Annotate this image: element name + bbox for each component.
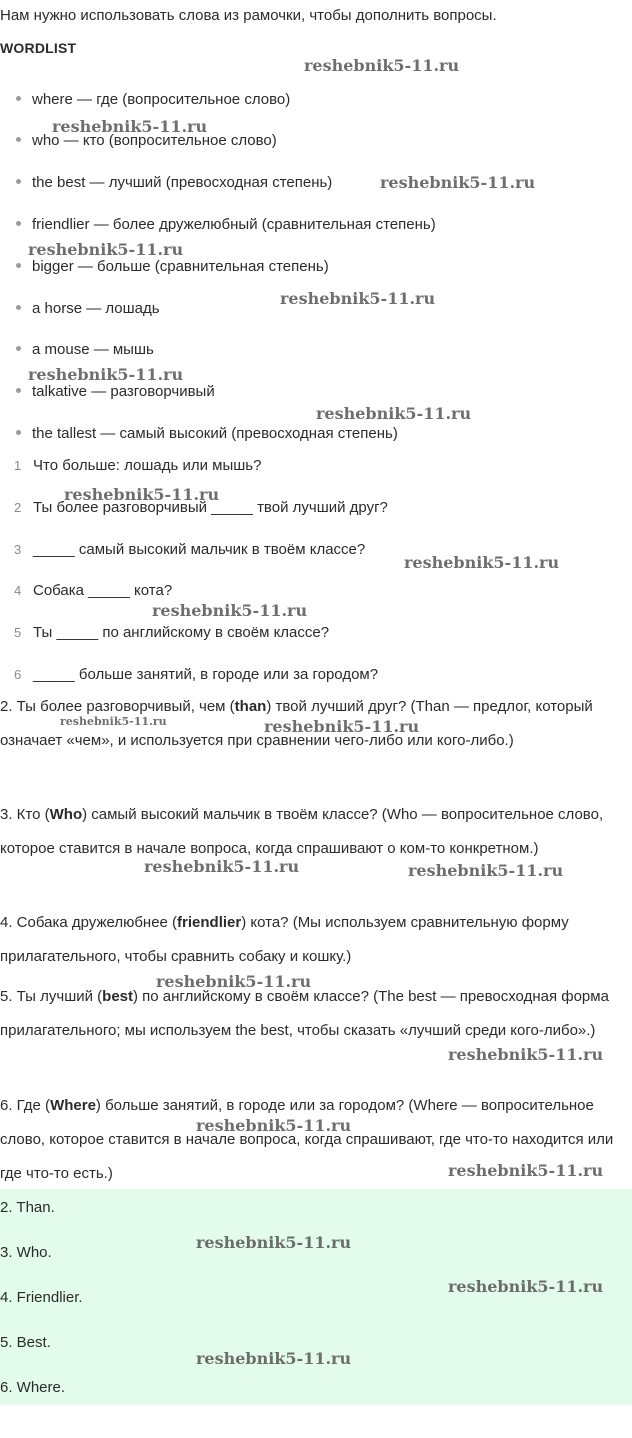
answer-word: friendlier: [177, 914, 242, 931]
question-number: 2: [14, 500, 22, 515]
question-item: 5 Ты _____ по английскому в своём классе?: [14, 624, 330, 641]
watermark: reshebnik5-11.ru: [448, 1277, 604, 1296]
answers-box: [0, 1189, 632, 1405]
watermark: reshebnik5-11.ru: [196, 1349, 352, 1368]
wordlist-item: the tallest — самый высокий (превосходная степень): [16, 424, 398, 444]
watermark: reshebnik5-11.ru: [52, 117, 208, 136]
wordlist-item: a mouse — мышь: [16, 340, 154, 360]
bullet-icon: [16, 263, 21, 268]
bullet-icon: [16, 430, 21, 435]
answer-line: 6. Where.: [0, 1379, 66, 1396]
watermark: reshebnik5-11.ru: [448, 1045, 604, 1064]
watermark: reshebnik5-11.ru: [196, 1233, 352, 1252]
explanation-paragraph: 5. Ты лучший (best) по английскому в своём классе? (The best — превосходная форма прилагательного; мы используем the best, чтобы сказать «лучший среди кого-либо».): [0, 988, 609, 1039]
question-number: 1: [14, 458, 22, 473]
answer-line: 4. Friendlier.: [0, 1289, 83, 1306]
watermark: reshebnik5-11.ru: [156, 972, 312, 991]
answer-line: 2. Than.: [0, 1199, 55, 1216]
intro-text: Нам нужно использовать слова из рамочки, чтобы дополнить вопросы.: [0, 7, 497, 24]
answer-word: Who: [49, 806, 83, 823]
wordlist-item: where — где (вопросительное слово): [16, 90, 290, 110]
explanation-paragraph: 6. Где (Where) больше занятий, в городе или за городом? (Where — вопросительное слово, которое ставится в начале вопроса, когда спрашивают, где что-то находится или где что-то есть.): [0, 1097, 614, 1182]
watermark: reshebnik5-11.ru: [144, 857, 300, 876]
answer-word: than: [234, 698, 267, 715]
wordlist-heading: WORDLIST: [0, 40, 77, 56]
watermark: reshebnik5-11.ru: [264, 717, 420, 736]
watermark: reshebnik5-11.ru: [152, 601, 308, 620]
watermark: reshebnik5-11.ru: [60, 715, 167, 728]
answer-line: 3. Who.: [0, 1244, 52, 1261]
explanation-paragraph: 3. Кто (Who) самый высокий мальчик в твоём классе? (Who — вопросительное слово, которое ставится в начале вопроса, когда спрашивают о ком-то конкретном.): [0, 806, 604, 857]
watermark: reshebnik5-11.ru: [280, 289, 436, 308]
answer-word: best: [102, 988, 133, 1005]
bullet-icon: [16, 137, 21, 142]
question-item: 4 Собака _____ кота?: [14, 582, 173, 599]
wordlist-item: the best — лучший (превосходная степень): [16, 173, 332, 193]
bullet-icon: [16, 346, 21, 351]
bullet-icon: [16, 305, 21, 310]
question-item: 1 Что больше: лошадь или мышь?: [14, 457, 262, 474]
question-number: 5: [14, 625, 22, 640]
question-number: 6: [14, 667, 22, 682]
question-item: 2 Ты более разговорчивый _____ твой лучший друг?: [14, 499, 388, 516]
question-item: 3 _____ самый высокий мальчик в твоём классе?: [14, 541, 366, 558]
watermark: reshebnik5-11.ru: [304, 56, 460, 75]
watermark: reshebnik5-11.ru: [448, 1161, 604, 1180]
wordlist-item: talkative — разговорчивый: [16, 382, 215, 402]
answer-line: 5. Best.: [0, 1334, 51, 1351]
question-item: 6 _____ больше занятий, в городе или за городом?: [14, 666, 379, 683]
watermark: reshebnik5-11.ru: [28, 365, 184, 384]
wordlist-item: bigger — больше (сравнительная степень): [16, 257, 329, 277]
wordlist-item: a horse — лошадь: [16, 299, 160, 319]
answer-word: Where: [50, 1097, 96, 1114]
wordlist-item: friendlier — более дружелюбный (сравнительная степень): [16, 215, 436, 235]
wordlist-item: who — кто (вопросительное слово): [16, 131, 277, 151]
watermark: reshebnik5-11.ru: [404, 553, 560, 572]
watermark: reshebnik5-11.ru: [316, 404, 472, 423]
bullet-icon: [16, 96, 21, 101]
watermark: reshebnik5-11.ru: [408, 861, 564, 880]
watermark: reshebnik5-11.ru: [380, 173, 536, 192]
question-number: 4: [14, 583, 22, 598]
explanation-paragraph: 2. Ты более разговорчивый, чем (than) твой лучший друг? (Than — предлог, который означает «чем», и используется при сравнении чего-либо или кого-либо.): [0, 698, 593, 749]
bullet-icon: [16, 388, 21, 393]
explanation-paragraph: 4. Собака дружелюбнее (friendlier) кота? (Мы используем сравнительную форму прилагательного, чтобы сравнить собаку и кошку.): [0, 914, 569, 965]
bullet-icon: [16, 179, 21, 184]
watermark: reshebnik5-11.ru: [28, 240, 184, 259]
watermark: reshebnik5-11.ru: [196, 1116, 352, 1135]
bullet-icon: [16, 221, 21, 226]
watermark: reshebnik5-11.ru: [64, 485, 220, 504]
question-number: 3: [14, 542, 22, 557]
